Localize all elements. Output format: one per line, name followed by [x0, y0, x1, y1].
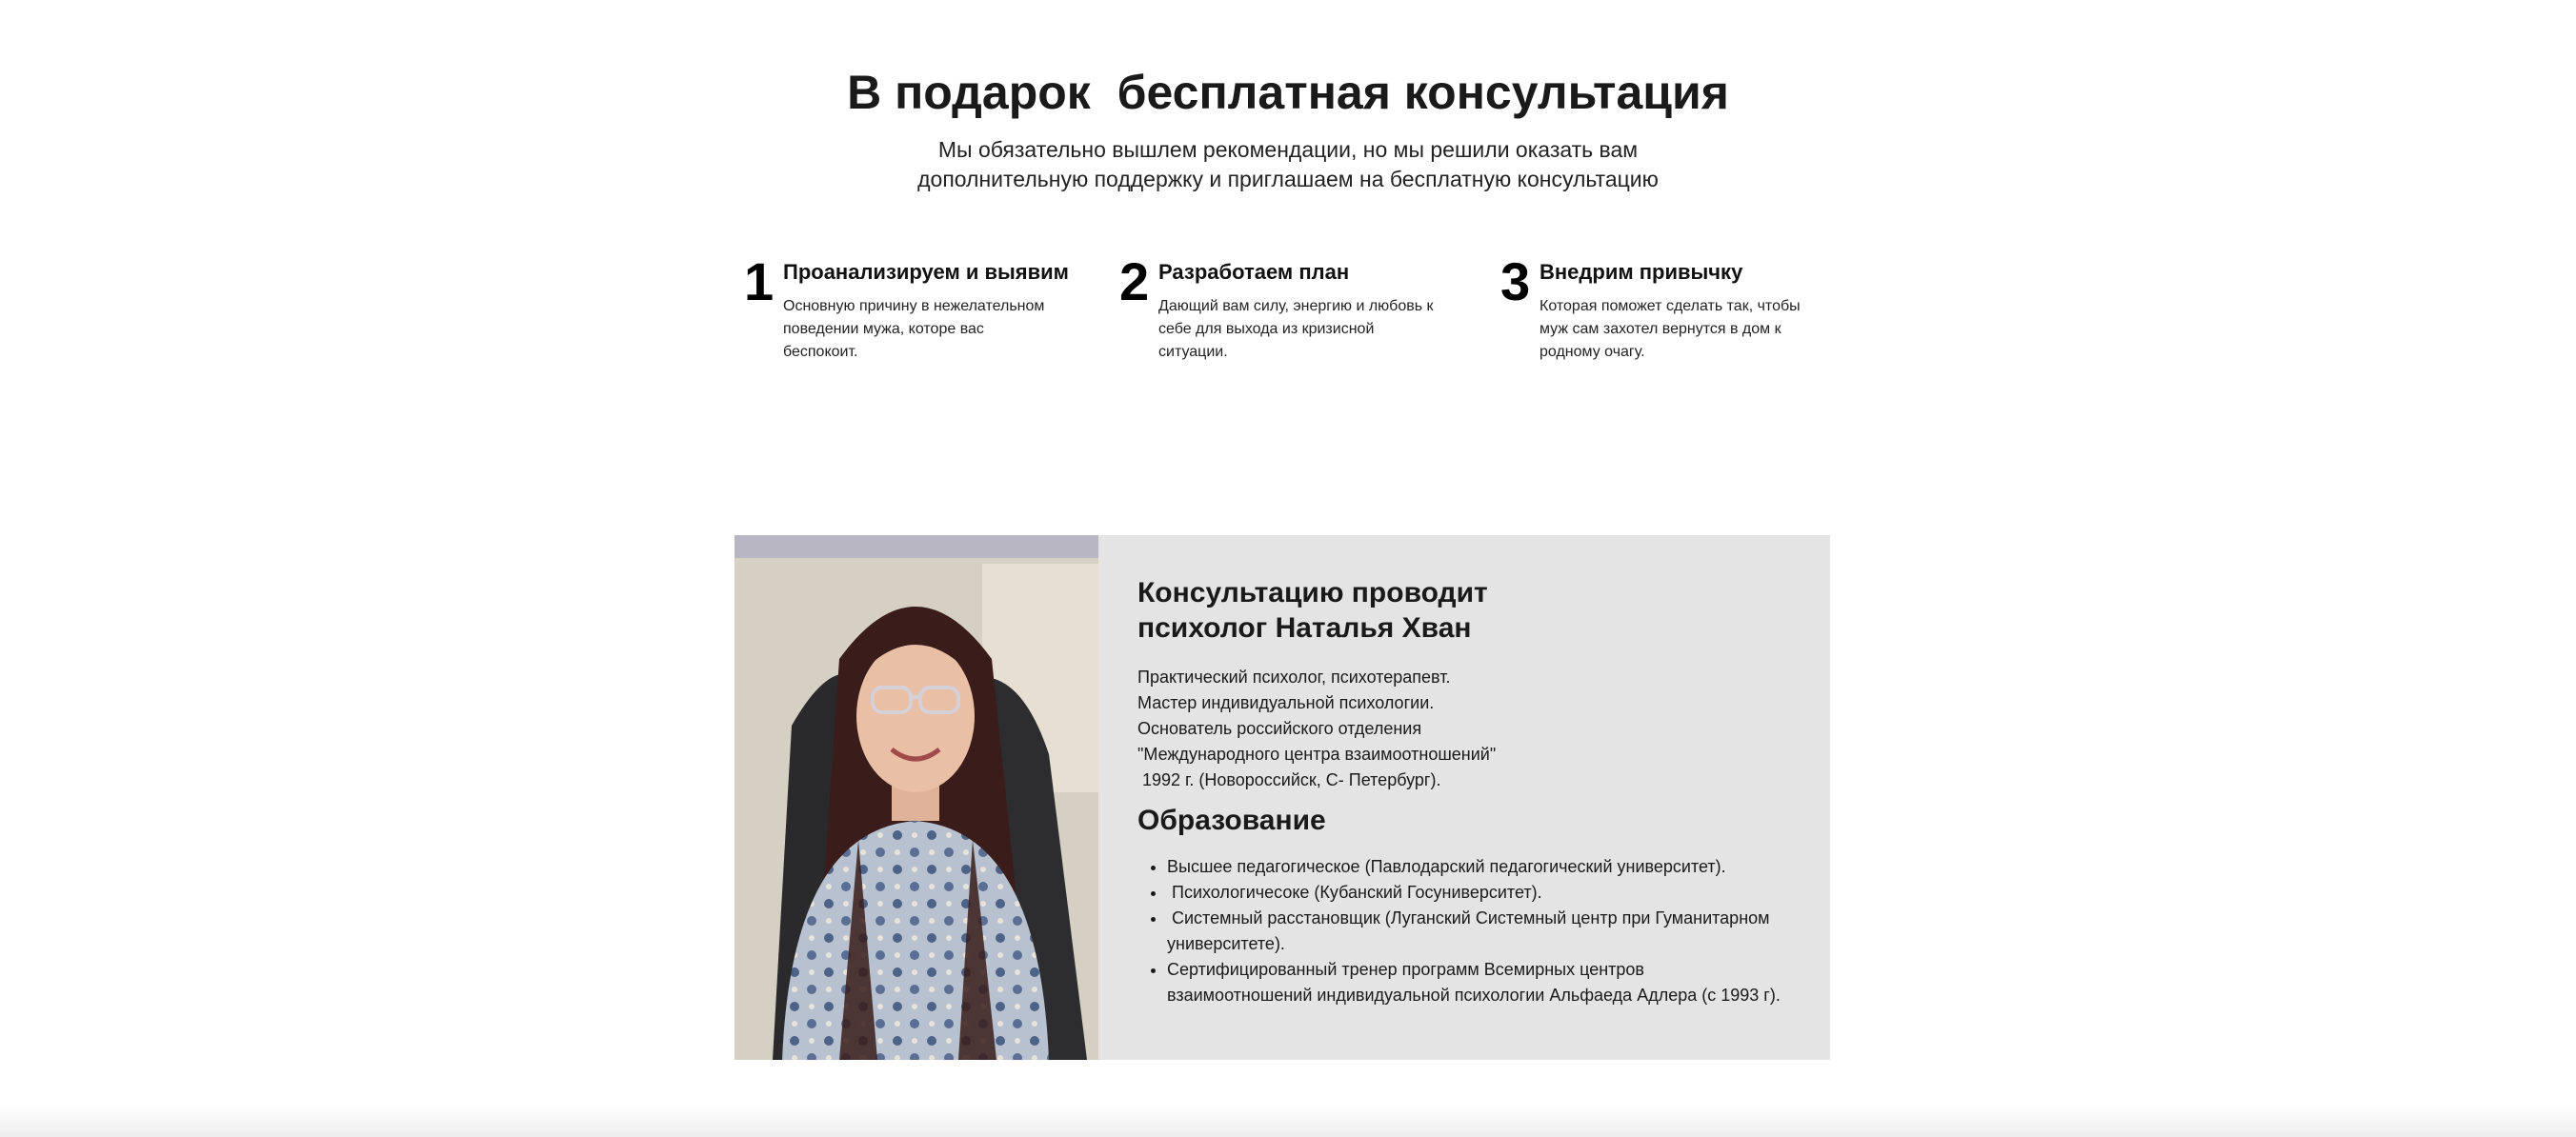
step-3	[1500, 253, 1815, 377]
education-item-line: университете).	[1167, 934, 1285, 953]
expert-heading-line: Консультацию проводит	[1137, 577, 1488, 608]
step-number: 3	[1500, 251, 1531, 311]
step-title: Проанализируем и выявим	[783, 260, 1069, 284]
education-list	[1137, 854, 1834, 1008]
expert-photo	[735, 535, 1098, 1060]
education-item-line: • Высшее педагогическое (Павлодарский педагогический университет).	[1167, 857, 1726, 876]
bottom-fade	[0, 1105, 2576, 1137]
hero-subtitle-line: дополнительную поддержку и приглашаем на бесплатную консультацию	[917, 167, 1659, 191]
step-text-line: муж сам захотел вернутся в дом к	[1540, 321, 1781, 337]
hero-subtitle	[859, 135, 1717, 194]
expert-heading	[1137, 575, 1488, 646]
expert-heading-line: психолог Наталья Хван	[1137, 612, 1472, 644]
education-item-line: • Психологичесоке (Кубанский Госуниверситет).	[1167, 883, 1542, 902]
step-text-line: Основную причину в нежелательном	[783, 298, 1045, 314]
step-text-line: Которая поможет сделать так, чтобы	[1540, 298, 1801, 314]
education-item	[1167, 906, 1834, 957]
bio-line: Мастер индивидуальной психологии.	[1137, 693, 1435, 712]
education-item	[1167, 880, 1834, 906]
expert-card	[735, 535, 1830, 1060]
bio-line: "Международного центра взаимоотношений"	[1137, 745, 1497, 764]
bio-line: Основатель российского отделения	[1137, 719, 1422, 738]
step-text-line: себе для выхода из кризисной	[1158, 321, 1375, 337]
education-heading: Образование	[1137, 805, 1326, 836]
step-number: 1	[744, 251, 775, 311]
education-item-line: • Системный расстановщик (Луганский Системный центр при Гуманитарном	[1167, 908, 1770, 928]
expert-bio	[1137, 665, 1496, 793]
hero-subtitle-line: Мы обязательно вышлем рекомендации, но мы решили оказать вам	[937, 137, 1639, 162]
step-text	[783, 295, 1069, 364]
step-title: Внедрим привычку	[1540, 260, 1743, 284]
education-item-line: • Сертифицированный тренер программ Всемирных центров	[1167, 960, 1644, 979]
education-item	[1167, 957, 1834, 1008]
education-item-line: взаимоотношений индивидуальной психологии Альфаеда Адлера (с 1993 г).	[1167, 986, 1781, 1005]
bio-line: 1992 г. (Новороссийск, С- Петербург).	[1137, 770, 1441, 789]
step-text-line: Дающий вам силу, энергию и любовь к	[1158, 298, 1434, 314]
step-text-line: беспокоит.	[783, 344, 858, 360]
step-text-line: поведении мужа, которе вас	[783, 321, 984, 337]
step-text-line: родному очагу.	[1540, 344, 1645, 360]
step-number: 2	[1119, 251, 1150, 311]
bio-line: Практический психолог, психотерапевт.	[1137, 668, 1451, 687]
step-text-line: ситуации.	[1158, 344, 1228, 360]
step-1	[744, 251, 1069, 377]
education-item	[1167, 854, 1834, 880]
step-text	[1158, 295, 1444, 364]
step-2	[1119, 253, 1434, 377]
step-text	[1540, 295, 1825, 364]
hero-title: В подарок бесплатная консультация	[847, 66, 1729, 119]
step-title: Разработаем план	[1158, 260, 1350, 284]
